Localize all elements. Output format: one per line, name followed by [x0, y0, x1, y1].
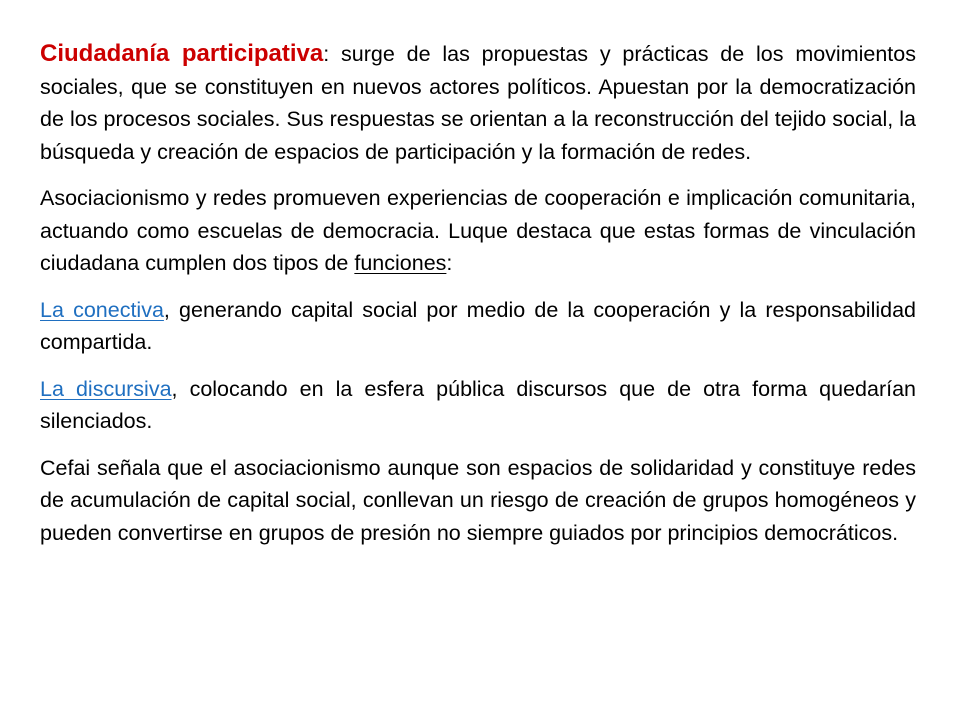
- link-la-discursiva[interactable]: La discursiva: [40, 376, 172, 401]
- term-funciones: funciones: [354, 251, 447, 275]
- paragraph-ciudadania-text: : surge de las propuestas y prácticas de los movimientos sociales, que se constituyen en nuevos actores políticos. Apuestan por la democratización de los procesos sociales. Sus respuestas se orientan a la reconstrucción del tejido social, la búsqueda y creación de espacios de participación y la formación de redes.: [40, 42, 916, 164]
- paragraph-cefai-text: Cefai señala que el asociacionismo aunque son espacios de solidaridad y constituye redes de acumulación de capital social, conllevan un riesgo de creación de grupos homogéneos y pueden convertirse en grupos de presión no siempre guiados por principios democráticos.: [40, 455, 916, 545]
- paragraph-cefai: [40, 452, 916, 550]
- link-la-conectiva[interactable]: La conectiva: [40, 297, 164, 322]
- paragraph-discursiva-text: , colocando en la esfera pública discursos que de otra forma quedarían silenciados.: [40, 376, 916, 433]
- paragraph-conectiva-text: , generando capital social por medio de la cooperación y la responsabilidad compartida.: [40, 297, 917, 354]
- slide-content: [40, 38, 916, 563]
- paragraph-asociacionismo: [40, 182, 916, 280]
- paragraph-asociacionismo-end: :: [446, 251, 453, 275]
- paragraph-discursiva: [40, 373, 916, 438]
- paragraph-asociacionismo-text: Asociacionismo y redes promueven experiencias de cooperación e implicación comunitaria, actuando como escuelas de democracia. Luque destaca que estas formas de vinculación ciudadana cumplen dos tipos de: [40, 186, 916, 275]
- paragraph-ciudadania: [40, 38, 916, 168]
- paragraph-conectiva: [40, 294, 916, 359]
- term-ciudadania-participativa: Ciudadanía participativa: [40, 40, 324, 67]
